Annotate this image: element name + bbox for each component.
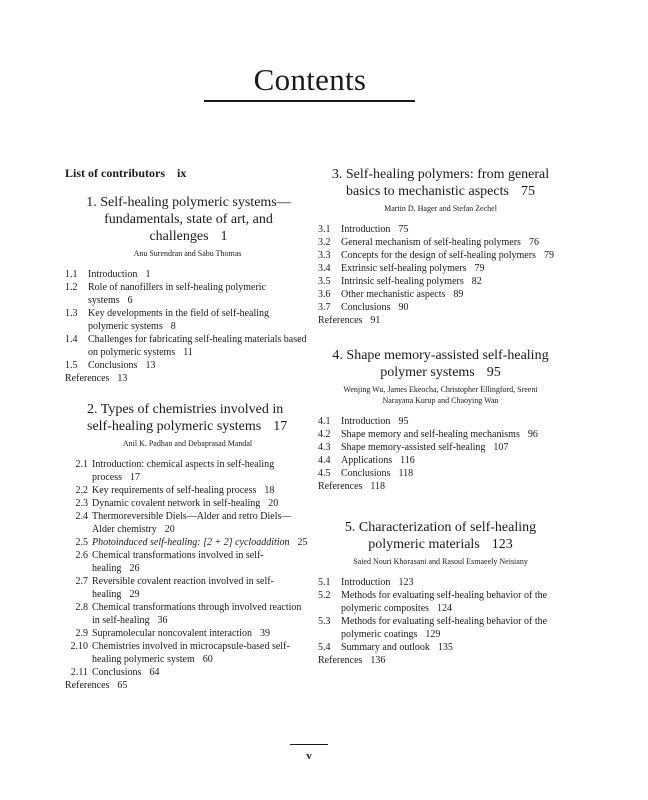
entry-page: 25 [297, 537, 308, 548]
entry-text: Chemical transformations through involved reaction in self-healing [92, 602, 302, 626]
chapter-authors: Saied Nouri Khorasani and Rasoul Esmaeely Neisiany [353, 557, 528, 566]
toc-entry[interactable] [318, 301, 563, 314]
chapter-heading[interactable] [318, 347, 563, 381]
toc-entry[interactable] [65, 627, 310, 640]
entry-page: 129 [425, 629, 441, 640]
entry-number: 2.4 [75, 511, 88, 522]
entry-number: 2.11 [70, 667, 88, 678]
entry-text: Summary and outlook [341, 642, 430, 653]
entry-text: Introduction: chemical aspects in self-healing process [92, 459, 275, 483]
toc-entry[interactable] [65, 497, 310, 510]
entry-number: 1.1 [65, 269, 78, 280]
entry-text: Role of nanofillers in self-healing polymeric systems [88, 282, 267, 306]
entry-number: 2.10 [70, 641, 88, 652]
entry-text: Methods for evaluating self-healing behavior of the polymeric composites [341, 590, 548, 614]
references-label: References [65, 680, 110, 691]
entry-page: 79 [474, 263, 485, 274]
toc-entry[interactable] [65, 549, 310, 575]
toc-entry[interactable] [318, 576, 563, 589]
entry-text: Chemical transformations involved in self-healing [92, 550, 264, 574]
references-entry[interactable] [65, 679, 310, 692]
entry-text: Chemistries involved in microcapsule-based self-healing polymeric system [92, 641, 290, 665]
entry-number: 1.5 [65, 360, 78, 371]
entry-page: 118 [398, 468, 414, 479]
entry-text: Introduction [341, 577, 391, 588]
toc-entry[interactable] [318, 249, 563, 262]
toc-entry[interactable] [65, 640, 310, 666]
entry-page: 90 [398, 302, 409, 313]
entry-number: 2.2 [75, 485, 88, 496]
chapter-heading[interactable] [318, 519, 563, 553]
entry-number: 5.1 [318, 577, 331, 588]
toc-entry[interactable] [65, 601, 310, 627]
page-number: v [306, 750, 312, 762]
toc-entry[interactable] [318, 415, 563, 428]
references-entry[interactable] [318, 654, 563, 667]
toc-right-column [318, 166, 563, 667]
toc-entry[interactable] [318, 467, 563, 480]
toc-entry[interactable] [65, 281, 310, 307]
entry-page: 29 [129, 589, 140, 600]
chapter-title: 4. Shape memory-assisted self-healing polymer systems [332, 348, 549, 380]
entry-page: 79 [543, 250, 554, 261]
references-entry[interactable] [318, 480, 563, 493]
references-label: References [65, 373, 110, 384]
entry-text: Introduction [88, 269, 138, 280]
entry-text: Dynamic covalent network in self-healing [92, 498, 261, 509]
chapter-title: 1. Self-healing polymeric systems—fundamentals, state of art, and challenges [86, 195, 291, 244]
entry-text: Intrinsic self-healing polymers [341, 276, 464, 287]
references-page: 118 [370, 481, 386, 492]
chapter-page: 95 [486, 365, 501, 380]
chapter-authors: Anu Surendran and Sabu Thomas [133, 249, 242, 258]
title-rule [204, 100, 415, 102]
chapter-heading[interactable] [65, 194, 310, 245]
entry-number: 2.6 [75, 550, 88, 561]
entry-text: Other mechanistic aspects [341, 289, 446, 300]
entry-text: General mechanism of self-healing polymers [341, 237, 521, 248]
chapter-heading[interactable] [65, 401, 310, 435]
entry-page: 39 [259, 628, 270, 639]
entry-text: Concepts for the design of self-healing polymers [341, 250, 536, 261]
entry-page: 82 [471, 276, 482, 287]
toc-entry[interactable] [318, 641, 563, 654]
entry-text: Conclusions [92, 667, 142, 678]
entry-number: 4.4 [318, 455, 331, 466]
toc-entry[interactable] [318, 288, 563, 301]
entry-text: Key requirements of self-healing process [92, 485, 257, 496]
entry-page: 36 [157, 615, 168, 626]
entry-number: 4.1 [318, 416, 331, 427]
entry-text: Introduction [341, 416, 391, 427]
references-page: 91 [370, 315, 381, 326]
entry-page: 96 [527, 429, 538, 440]
entry-text: Shape memory and self-healing mechanisms [341, 429, 520, 440]
chapter-authors: Martin D. Hager and Stefan Zechel [384, 204, 497, 213]
toc-entry[interactable] [65, 458, 310, 484]
entry-page: 89 [453, 289, 464, 300]
entry-text: Applications [341, 455, 393, 466]
entry-page: 116 [400, 455, 415, 466]
references-page: 13 [117, 373, 128, 384]
entry-page: 18 [264, 485, 275, 496]
references-page: 65 [117, 680, 128, 691]
entry-page: 107 [493, 442, 509, 453]
entry-text: Photoinduced self-healing: [2 + 2] cycloaddition [92, 537, 290, 548]
entry-text: Key developments in the field of self-healing polymeric systems [88, 308, 270, 332]
entry-text: Extrinsic self-healing polymers [341, 263, 467, 274]
toc-entry[interactable] [65, 484, 310, 497]
toc-entry[interactable] [318, 454, 563, 467]
toc-entry[interactable] [318, 441, 563, 454]
entry-text: Conclusions [341, 468, 391, 479]
entry-number: 1.2 [65, 282, 78, 293]
references-label: References [318, 315, 363, 326]
entry-page: 124 [437, 603, 453, 614]
references-page: 136 [370, 655, 386, 666]
folio-rule [290, 744, 328, 745]
entry-number: 2.9 [75, 628, 88, 639]
toc-entry[interactable] [65, 359, 310, 372]
entry-number: 2.3 [75, 498, 88, 509]
toc-entry[interactable] [318, 615, 563, 641]
entry-page: 135 [437, 642, 453, 653]
references-label: References [318, 655, 363, 666]
entry-page: 76 [528, 237, 539, 248]
entry-page: 13 [145, 360, 156, 371]
entry-page: 20 [164, 524, 175, 535]
entry-page: 26 [129, 563, 140, 574]
entry-text: Introduction [341, 224, 391, 235]
chapter-title: 3. Self-healing polymers: from general basics to mechanistic aspects [331, 167, 550, 199]
entry-text: Reversible covalent reaction involved in self-healing [92, 576, 274, 600]
chapter-authors: Anil K. Padhan and Debaprasad Mandal [122, 439, 253, 448]
toc-left-column [65, 166, 310, 692]
entry-number: 3.5 [318, 276, 331, 287]
entry-page: 75 [398, 224, 409, 235]
entry-text: Methods for evaluating self-healing behavior of the polymeric coatings [341, 616, 548, 640]
toc-entry[interactable] [318, 223, 563, 236]
toc-entry[interactable] [318, 262, 563, 275]
toc-entry[interactable] [65, 333, 310, 359]
entry-text: Supramolecular noncovalent interaction [92, 628, 252, 639]
entry-text: Conclusions [88, 360, 138, 371]
entry-number: 5.3 [318, 616, 331, 627]
entry-number: 3.2 [318, 237, 331, 248]
entry-text: Shape memory-assisted self-healing [341, 442, 486, 453]
toc-entry[interactable] [65, 510, 310, 536]
entry-page: 123 [398, 577, 414, 588]
entry-number: 1.4 [65, 334, 78, 345]
entry-number: 3.4 [318, 263, 331, 274]
toc-entry[interactable] [65, 307, 310, 333]
toc-entry[interactable] [318, 275, 563, 288]
entry-page: 95 [398, 416, 409, 427]
chapter-heading[interactable] [318, 166, 563, 200]
contributors-page: ix [177, 166, 187, 180]
chapter-page: 123 [491, 537, 513, 552]
references-entry[interactable] [65, 372, 310, 385]
entry-number: 5.2 [318, 590, 331, 601]
chapter-page: 1 [220, 229, 228, 244]
references-label: References [318, 481, 363, 492]
entry-number: 4.2 [318, 429, 331, 440]
entry-page: 6 [127, 295, 133, 306]
entry-page: 20 [268, 498, 279, 509]
entry-page: 64 [149, 667, 160, 678]
entry-page: 8 [170, 321, 176, 332]
toc-entry[interactable] [318, 236, 563, 249]
entry-text: Conclusions [341, 302, 391, 313]
references-entry[interactable] [318, 314, 563, 327]
chapter-page: 17 [273, 419, 288, 434]
page-title: Contents [253, 62, 367, 97]
entry-page: 17 [130, 472, 140, 483]
contributors-label: List of contributors [65, 166, 165, 180]
chapter-page: 75 [520, 184, 535, 199]
entry-number: 4.5 [318, 468, 331, 479]
entry-text: Challenges for fabricating self-healing materials based on polymeric systems [88, 334, 307, 358]
toc-entry[interactable] [65, 666, 310, 679]
entry-number: 3.6 [318, 289, 331, 300]
entry-number: 5.4 [318, 642, 331, 653]
entry-page: 60 [202, 654, 213, 665]
entry-number: 2.7 [75, 576, 88, 587]
entry-number: 4.3 [318, 442, 331, 453]
toc-entry[interactable] [318, 589, 563, 615]
entry-number: 1.3 [65, 308, 78, 319]
entry-number: 3.7 [318, 302, 331, 313]
entry-number: 2.5 [75, 537, 88, 548]
entry-number: 3.3 [318, 250, 331, 261]
entry-number: 2.8 [75, 602, 88, 613]
toc-entry[interactable] [65, 536, 310, 549]
entry-page: 11 [183, 347, 193, 358]
entry-page: 1 [145, 269, 151, 280]
toc-entry[interactable] [65, 268, 310, 281]
entry-number: 2.1 [75, 459, 88, 470]
contributors-entry[interactable] [65, 166, 310, 180]
chapter-title: 2. Types of chemistries involved in self-healing polymeric systems [87, 402, 284, 434]
chapter-authors: Wenjing Wu, James Ekeocha, Christopher Ellingford, Sreeni Narayana Kurup and Chaoying Wan [343, 385, 538, 405]
chapter-title: 5. Characterization of self-healing polymeric materials [344, 520, 537, 552]
toc-entry[interactable] [318, 428, 563, 441]
entry-number: 3.1 [318, 224, 331, 235]
toc-entry[interactable] [65, 575, 310, 601]
entry-text: Thermoreversible Diels—Alder and retro Diels—Alder chemistry [92, 511, 292, 535]
